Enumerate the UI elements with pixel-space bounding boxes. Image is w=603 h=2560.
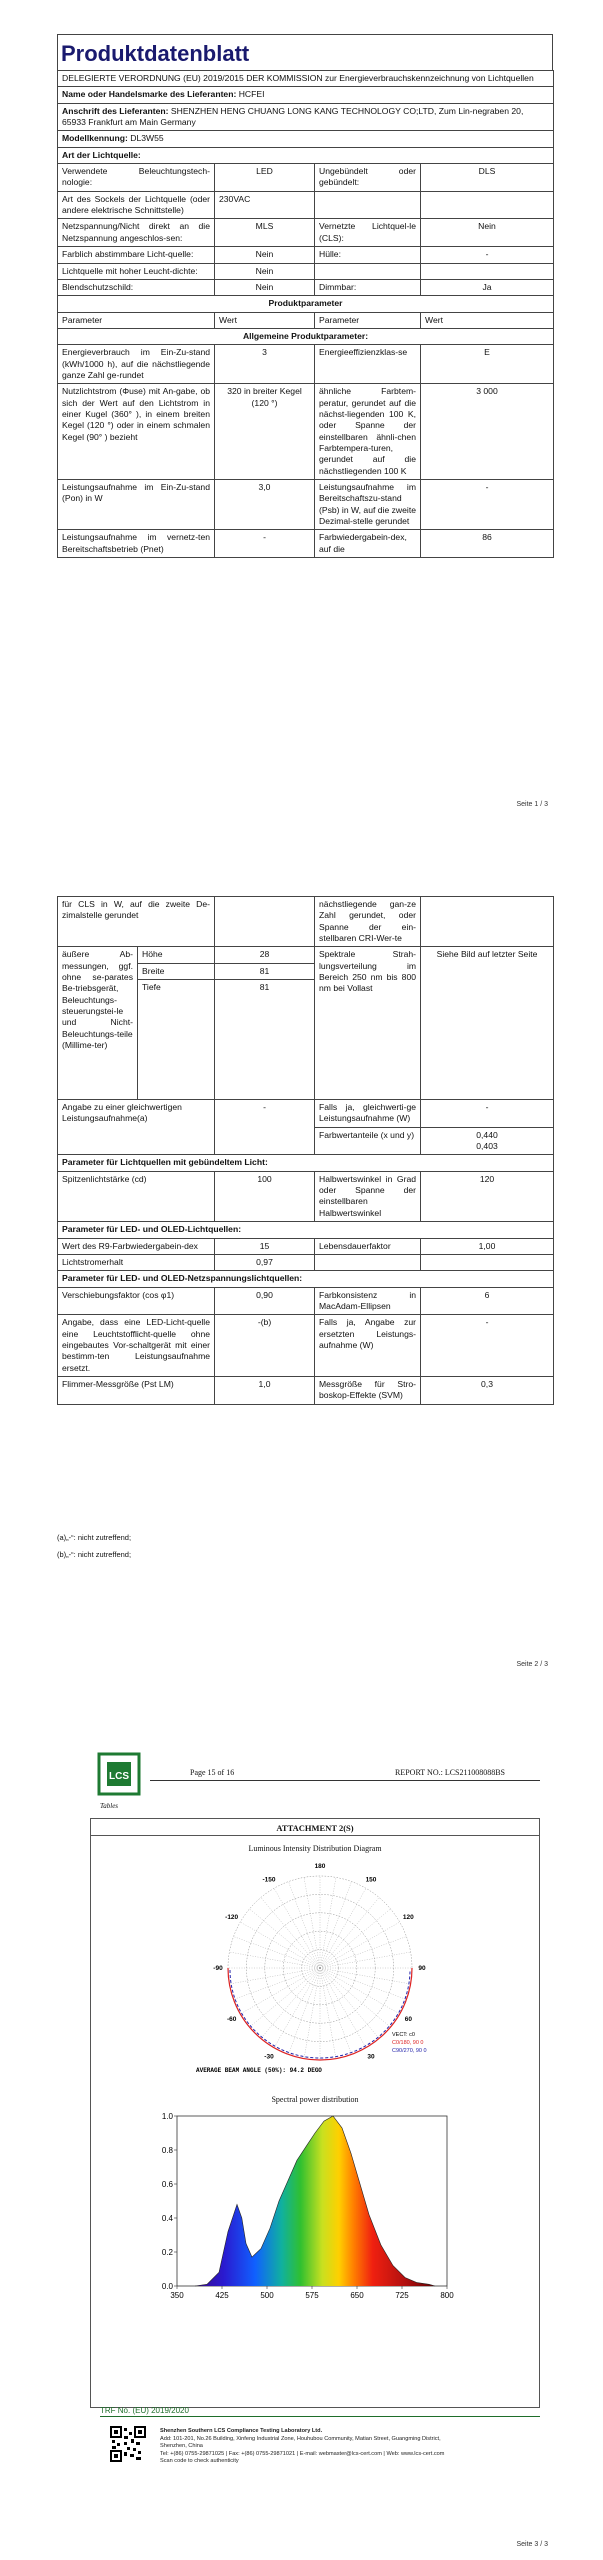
- type-row: [58, 279, 554, 295]
- page-2: [0, 850, 603, 1680]
- polar-angle-label: 60: [404, 2016, 412, 2023]
- type-value-1: MLS: [215, 219, 315, 247]
- product-params-heading: Produktparameter: [58, 296, 554, 312]
- cont-label-2: nächstliegende gan-ze Zahl gerundet, oder Spanne der ein-stellbaren CRI-Wer-te: [315, 897, 421, 947]
- attachment-title: ATTACHMENT 2(S): [91, 1820, 539, 1836]
- dims-row: [58, 947, 554, 963]
- spectral-chart: [145, 2108, 465, 2318]
- col-value-1: Wert: [215, 312, 315, 328]
- type-label-2: Hülle:: [315, 247, 421, 263]
- regulation-text: DELEGIERTE VERORDNUNG (EU) 2019/2015 DER KOMMISSION zur Energieverbrauchskennzeichnung von Lichtquellen: [58, 71, 554, 87]
- spd-y-tick: 0.0: [161, 2282, 173, 2291]
- datasheet-table-2: [57, 896, 553, 1405]
- polar-spoke: [320, 1909, 390, 1968]
- polar-angle-label: -120: [225, 1914, 239, 1921]
- general-row: [58, 384, 554, 480]
- general-label-1: Leistungsaufnahme im vernetz-ten Bereitschaftsbetrieb (Pnet): [58, 530, 215, 558]
- strobo-label: Messgröße für Stro-boskop-Effekte (SVM): [315, 1376, 421, 1404]
- dims-label: äußere Ab-messungen, ggf. ohne se-parates Be-triebsgerät, Beleuchtungs-steuerungstei-le und Nicht-Beleuchtungs-teile (Millime-ter): [58, 947, 138, 1100]
- lab-info: [160, 2428, 540, 2466]
- polar-angle-label: 0: [318, 2067, 322, 2074]
- equiv-value: -: [215, 1100, 315, 1155]
- general-label-1: Nutzlichtstrom (Φuse) mit An-gabe, ob sich der Wert auf den Lichtstrom in einer Kugel (360° ), in einem breiten Kegel (120 °) oder in einem schmalen Kegel (90° ) bezieht: [58, 384, 215, 480]
- spd-x-tick: 350: [170, 2291, 184, 2300]
- type-value-1: Nein: [215, 247, 315, 263]
- replace-power-label: Falls ja, Angabe zur ersetzten Leistungs-aufnahme (W): [315, 1315, 421, 1377]
- polar-spoke: [320, 1968, 390, 2027]
- color-coord-label: Farbwertanteile (x und y): [315, 1127, 421, 1155]
- type-label-2: Ungebündelt oder gebündelt:: [315, 164, 421, 192]
- type-value-2: Nein: [421, 219, 554, 247]
- report-number: REPORT NO.: LCS211008088BS: [395, 1768, 505, 1777]
- polar-angle-label: 180: [314, 1863, 326, 1870]
- supplier-name-label: Name oder Handelsmarke des Lieferanten:: [62, 89, 237, 100]
- page-number-1: Seite 1 / 3: [516, 801, 548, 808]
- address-row: [58, 103, 554, 131]
- type-value-2: DLS: [421, 164, 554, 192]
- lab-line: Tel: +(86) 0755-29871025 | Fax: +(86) 0755-29871021 | E-mail: webmaster@lcs-cert.com | Web: www.lcs-cert.com: [160, 2450, 445, 2457]
- polar-footer: AVERAGE BEAM ANGLE (50%): 94.2 DEG: [196, 2067, 319, 2074]
- type-value-2: Ja: [421, 279, 554, 295]
- spd-y-tick: 0.8: [161, 2146, 173, 2155]
- polar-legend-3: C90/270, 90 0: [392, 2048, 427, 2054]
- survival-value: 1,00: [421, 1238, 554, 1254]
- spd-y-tick: 1.0: [161, 2112, 173, 2121]
- spectral-value: Siehe Bild auf letzter Seite: [421, 947, 554, 1100]
- polar-title: Luminous Intensity Distribution Diagram: [248, 1844, 382, 1853]
- lab-line: Shenzhen, China: [160, 2443, 203, 2450]
- survival-label: Lebensdauerfaktor: [315, 1238, 421, 1254]
- type-value-1: Nein: [215, 279, 315, 295]
- type-row: [58, 263, 554, 279]
- peak-label: Spitzenlichtstärke (cd): [58, 1171, 215, 1221]
- col-param-2: Parameter: [315, 312, 421, 328]
- general-value-1: 320 in breiter Kegel (120 °): [215, 384, 315, 480]
- type-label-1: Lichtquelle mit hoher Leucht-dichte:: [58, 263, 215, 279]
- address-value: SHENZHEN HENG CHUANG LONG KANG TECHNOLOGY CO;LTD, Zum Lin-negraben 20, 65933 Frankfurt am Main Germany: [62, 105, 524, 128]
- polar-grid: [228, 1876, 412, 2060]
- type-value-2: [421, 263, 554, 279]
- general-row: [58, 480, 554, 530]
- strobo-value: 0,3: [421, 1376, 554, 1404]
- equiv-label: Angabe zu einer gleichwertigen Leistungsaufnahme(a): [58, 1100, 215, 1155]
- address-label: Anschrift des Lieferanten:: [62, 105, 169, 116]
- type-label-1: Netzspannung/Nicht direkt an die Netzspannung angeschlos-sen:: [58, 219, 215, 247]
- polar-spoke: [250, 1968, 320, 2027]
- page-of: Page 15 of 16: [190, 1768, 235, 1777]
- type-label-2: [315, 191, 421, 219]
- polar-spoke: [320, 1968, 379, 2038]
- datasheet-table-1: [57, 34, 553, 558]
- macadam-label: Farbkonsistenz in MacAdam-Ellipsen: [315, 1287, 421, 1315]
- spd-y-tick: 0.6: [161, 2180, 173, 2189]
- dim-value: 81: [215, 980, 315, 1100]
- qr-code: [110, 2426, 146, 2462]
- type-row: [58, 191, 554, 219]
- polar-diagram: [190, 1858, 450, 2078]
- replace-value: -(b): [215, 1315, 315, 1377]
- peak-row: [58, 1171, 554, 1221]
- maint-value: 0,97: [215, 1254, 315, 1270]
- replace-power-value: -: [421, 1315, 554, 1377]
- general-label-2: Leistungsaufnahme im Bereitschaftszu-stand (Psb) in W, auf die zweite Dezimal-stelle gerundet: [315, 480, 421, 530]
- equiv-power-value: -: [421, 1100, 554, 1128]
- macadam-value: 6: [421, 1287, 554, 1315]
- polar-angle-label: 30: [367, 2053, 375, 2061]
- document-title: Produktdatenblatt: [57, 34, 553, 70]
- peak-value: 100: [215, 1171, 315, 1221]
- page-gap: [0, 820, 603, 850]
- flicker-value: 1,0: [215, 1376, 315, 1404]
- general-value-2: -: [421, 480, 554, 530]
- type-label-1: Verwendete Beleuchtungstech-nologie:: [58, 164, 215, 192]
- replace-label: Angabe, dass eine LED-Licht-quelle eine Leuchtstofflicht-quelle ohne eingebautes Vor-schaltgerät mit einer bestimm-ten Leistungsaufnahme ersetzt.: [58, 1315, 215, 1377]
- type-row: [58, 164, 554, 192]
- r9-value: 15: [215, 1238, 315, 1254]
- spd-x-tick: 800: [440, 2291, 454, 2300]
- polar-legend-1: VECT: c0: [392, 2032, 415, 2038]
- header-rule: [150, 1780, 540, 1781]
- general-params-heading: Allgemeine Produktparameter:: [58, 328, 554, 344]
- spd-x-tick: 575: [305, 2291, 319, 2300]
- spd-x-tick: 425: [215, 2291, 229, 2300]
- general-value-2: 3 000: [421, 384, 554, 480]
- continued-row: [58, 897, 554, 947]
- general-value-1: -: [215, 530, 315, 558]
- dim-value: 81: [215, 963, 315, 979]
- supplier-name-row: [58, 87, 554, 103]
- page-1: [0, 0, 603, 820]
- color-coord-values: [421, 1127, 554, 1155]
- halfangle-value: 120: [421, 1171, 554, 1221]
- led-heading: Parameter für LED- und OLED-Lichtquellen:: [58, 1222, 554, 1238]
- type-value-1: 230VAC: [215, 191, 315, 219]
- equiv-row: [58, 1100, 554, 1128]
- general-label-1: Leistungsaufnahme im Ein-Zu-stand (Pon) in W: [58, 480, 215, 530]
- type-label-2: [315, 263, 421, 279]
- spd-area: [195, 2116, 435, 2286]
- general-value-2: 86: [421, 530, 554, 558]
- general-label-2: ähnliche Farbtem-peratur, gerundet auf die nächst-liegenden 100 K, oder Spanne der einstellbaren ähnli-chen Farbtempera-turen, gerundet auf die nächstliegenden 100 K: [315, 384, 421, 480]
- polar-spoke: [320, 1898, 379, 1968]
- maint-label: Lichtstromerhalt: [58, 1254, 215, 1270]
- spd-x-tick: 650: [350, 2291, 364, 2300]
- col-value-2: Wert: [421, 312, 554, 328]
- column-header-row: [58, 312, 554, 328]
- polar-angle-label: -30: [264, 2053, 274, 2061]
- page-3: [0, 1710, 603, 2560]
- polar-spoke: [261, 1898, 320, 1968]
- type-row: [58, 219, 554, 247]
- type-label-1: Art des Sockels der Lichtquelle (oder andere elektrische Schnittstelle): [58, 191, 215, 219]
- trf-number: TRF No. (EU) 2019/2020: [100, 2406, 189, 2415]
- lab-line: Add: 101-201, No.26 Building, Xinfeng Industrial Zone, Houhubou Community, Matian Street, Guangming District,: [160, 2435, 441, 2442]
- col-param-1: Parameter: [58, 312, 215, 328]
- type-value-1: LED: [215, 164, 315, 192]
- spd-x-tick: 500: [260, 2291, 274, 2300]
- spd-title: Spectral power distribution: [271, 2095, 359, 2104]
- supplier-name-value: HCFEI: [238, 89, 265, 100]
- general-label-2: Farbwiedergabein-dex, auf die: [315, 530, 421, 558]
- footnote-b: (b)„-“: nicht zutreffend;: [57, 1550, 132, 1559]
- color-y: 0,403: [476, 1141, 498, 1152]
- dim-name: Tiefe: [138, 980, 215, 1100]
- model-row: [58, 131, 554, 147]
- spectral-label: Spektrale Strah-lungsverteilung im Bereich 250 nm bis 800 nm bei Vollast: [315, 947, 421, 1100]
- type-label-2: Dimmbar:: [315, 279, 421, 295]
- dim-name: Höhe: [138, 947, 215, 963]
- type-label-1: Blendschutzschild:: [58, 279, 215, 295]
- footnote-a: (a)„-“: nicht zutreffend;: [57, 1533, 132, 1542]
- polar-angle-label: -150: [262, 1876, 276, 1884]
- maint-row: [58, 1254, 554, 1270]
- polar-spoke: [250, 1909, 320, 1968]
- general-value-1: 3,0: [215, 480, 315, 530]
- polar-legend-2: C0/180, 90 0: [392, 2040, 424, 2046]
- polar-angle-label: 90: [418, 1965, 426, 1972]
- cos-value: 0,90: [215, 1287, 315, 1315]
- general-label-1: Energieverbrauch im Ein-Zu-stand (kWh/1000 h), auf die nächstliegende ganze Zahl ge-rundet: [58, 345, 215, 384]
- polar-spoke: [261, 1968, 320, 2038]
- model-value: DL3W55: [130, 133, 164, 144]
- lab-line: Shenzhen Southern LCS Compliance Testing Laboratory Ltd.: [160, 2428, 323, 2434]
- model-label: Modellkennung:: [62, 133, 128, 144]
- type-heading: Art der Lichtquelle:: [58, 147, 554, 163]
- general-value-2: E: [421, 345, 554, 384]
- type-value-2: -: [421, 247, 554, 263]
- logo-text: LCS: [109, 1771, 129, 1782]
- spd-x-tick: 725: [395, 2291, 409, 2300]
- general-label-2: Energieeffizienzklas-se: [315, 345, 421, 384]
- cos-row: [58, 1287, 554, 1315]
- r9-label: Wert des R9-Farbwiedergabein-dex: [58, 1238, 215, 1254]
- r9-row: [58, 1238, 554, 1254]
- type-value-1: Nein: [215, 263, 315, 279]
- polar-angle-label: 120: [402, 1914, 414, 1921]
- cont-label-1: für CLS in W, auf die zweite De-zimalstelle gerundet: [58, 897, 215, 947]
- mains-heading: Parameter für LED- und OLED-Netzspannungslichtquellen:: [58, 1271, 554, 1287]
- general-row: [58, 345, 554, 384]
- flicker-label: Flimmer-Messgröße (Pst LM): [58, 1376, 215, 1404]
- dim-name: Breite: [138, 963, 215, 979]
- spd-y-tick: 0.2: [161, 2248, 173, 2257]
- logo-subtitle: Tables: [100, 1802, 119, 1810]
- directional-heading: Parameter für Lichtquellen mit gebündeltem Licht:: [58, 1155, 554, 1171]
- polar-angle-label: -90: [213, 1965, 223, 1972]
- polar-angle-label: 150: [365, 1876, 377, 1884]
- page-number-2: Seite 2 / 3: [516, 1661, 548, 1668]
- general-row: [58, 530, 554, 558]
- halfangle-label: Halbwertswinkel in Grad oder Spanne der einstellbaren Halbwertswinkel: [315, 1171, 421, 1221]
- replace-row: [58, 1315, 554, 1377]
- color-x: 0,440: [476, 1129, 498, 1140]
- page-gap: [0, 1680, 603, 1710]
- spd-y-tick: 0.4: [161, 2214, 173, 2223]
- type-row: [58, 247, 554, 263]
- cos-label: Verschiebungsfaktor (cos φ1): [58, 1287, 215, 1315]
- page-number-3: Seite 3 / 3: [516, 2541, 548, 2548]
- general-value-1: 3: [215, 345, 315, 384]
- dim-value: 28: [215, 947, 315, 963]
- flicker-row: [58, 1376, 554, 1404]
- lcs-logo: [95, 1750, 145, 1800]
- type-label-1: Farblich abstimmbare Licht-quelle:: [58, 247, 215, 263]
- type-label-2: Vernetzte Lichtquel-le (CLS):: [315, 219, 421, 247]
- type-value-2: [421, 191, 554, 219]
- polar-angle-label: -60: [226, 2016, 237, 2023]
- lab-line: Scan code to check authenticity: [160, 2458, 239, 2465]
- equiv-power-label: Falls ja, gleichwerti-ge Leistungsaufnahme (W): [315, 1100, 421, 1128]
